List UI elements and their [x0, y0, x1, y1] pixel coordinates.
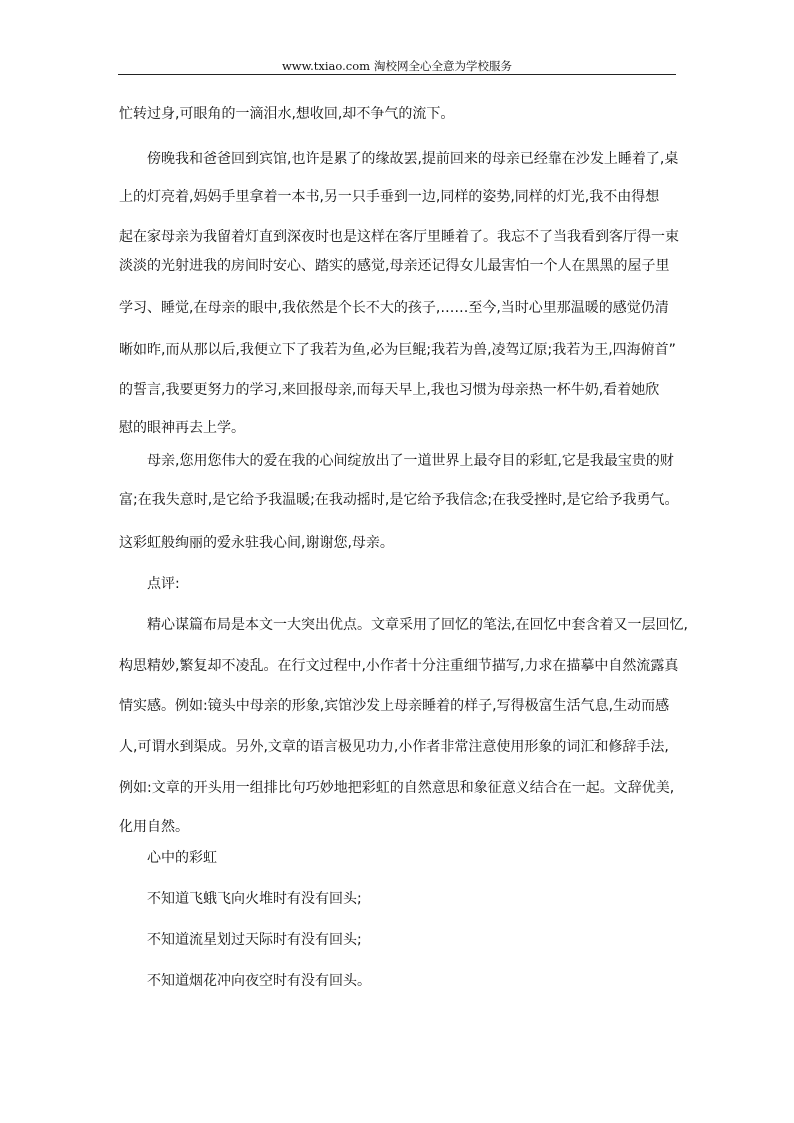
paragraph-line: 化用自然。 — [119, 819, 189, 835]
paragraph-line: 慰的眼神再去上学。 — [119, 420, 245, 436]
paragraph-line: 上的灯亮着,妈妈手里拿着一本书,另一只手垂到一边,同样的姿势,同样的灯光,我不由得想 — [119, 189, 660, 205]
paragraph-line: 起在家母亲为我留着灯直到深夜时也是这样在客厅里睡着了。我忘不了当我看到客厅得一束 — [119, 229, 679, 245]
paragraph-line: 淡淡的光射进我的房间时安心、踏实的感觉,母亲还记得女儿最害怕一个人在黑黑的屋子里 — [119, 258, 670, 274]
paragraph-line: 学习、睡觉,在母亲的眼中,我依然是个长不大的孩子,……至今,当时心里那温暖的感觉仍清 — [119, 300, 669, 316]
paragraph-line: 例如:文章的开头用一组排比句巧妙地把彩虹的自然意思和象征意义结合在一起。文辞优美, — [119, 780, 675, 796]
paragraph-line: 人,可谓水到渠成。另外,文章的语言极见功力,小作者非常注意使用形象的词汇和修辞手法, — [119, 739, 669, 755]
poem-line: 不知道流星划过天际时有没有回头; — [147, 932, 362, 948]
paragraph-line: 构思精妙,繁复却不凌乱。在行文过程中,小作者十分注重细节描写,力求在描摹中自然流露真 — [119, 658, 679, 674]
header-divider — [118, 74, 676, 75]
paragraph-line: 傍晚我和爸爸回到宾馆,也许是累了的缘故罢,提前回来的母亲已经靠在沙发上睡着了,桌 — [147, 151, 679, 167]
paragraph-line: 的誓言,我要更努力的学习,来回报母亲,而每天早上,我也习惯为母亲热一杯牛奶,看着她欣 — [119, 382, 660, 398]
paragraph-line: 富;在我失意时,是它给予我温暖;在我动摇时,是它给予我信念;在我受挫时,是它给予我勇气。 — [119, 492, 679, 508]
poem-line: 不知道烟花冲向夜空时有没有回头。 — [147, 973, 371, 989]
header-url: www.txiao.com — [281, 59, 371, 73]
paragraph-line: 母亲,您用您伟大的爱在我的心间绽放出了一道世界上最夺目的彩虹,它是我最宝贵的财 — [147, 453, 674, 469]
review-heading: 点评: — [147, 576, 180, 592]
poem-line: 不知道飞蛾飞向火堆时有没有回头; — [147, 891, 362, 907]
page-header — [118, 58, 676, 74]
header-tagline: 淘校网全心全意为学校服务 — [374, 59, 513, 73]
paragraph-line: 这彩虹般绚丽的爱永驻我心间,谢谢您,母亲。 — [119, 535, 394, 551]
paragraph-line: 忙转过身,可眼角的一滴泪水,想收回,却不争气的流下。 — [119, 106, 455, 122]
paragraph-line: 精心谋篇布局是本文一大突出优点。文章采用了回忆的笔法,在回忆中套含着又一层回忆, — [147, 617, 688, 633]
paragraph-line: 晰如昨,而从那以后,我便立下了我若为鱼,必为巨鲲;我若为兽,凌驾辽原;我若为王,四海俯首” — [119, 342, 676, 358]
poem-title: 心中的彩虹 — [147, 850, 217, 866]
paragraph-line: 情实感。例如:镜头中母亲的形象,宾馆沙发上母亲睡着的样子,写得极富生活气息,生动而感 — [119, 698, 670, 714]
